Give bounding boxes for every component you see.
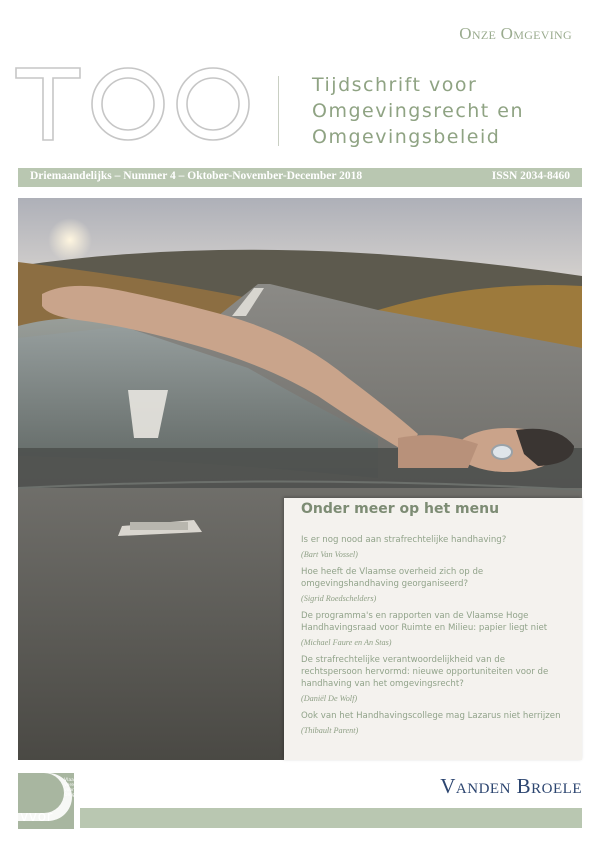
article-title: Hoe heeft de Vlaamse overheid zich op de omgevingshandhaving georganiseerd? (301, 567, 484, 589)
issue-info-bar (18, 168, 582, 187)
article-item (301, 610, 567, 647)
issn: ISSN 2034-8460 (491, 170, 570, 182)
publisher-name: Vanden Broele (440, 774, 582, 798)
vvor-name-line: Vereniging voor (64, 783, 88, 793)
series-title: Onze Omgeving (459, 24, 572, 43)
article-list (301, 534, 567, 742)
bottom-bar (80, 808, 582, 828)
article-title: De programma's en rapporten van de Vlaamse Hoge Handhavingsraad voor Ruimte en Milieu: papier liegt niet (301, 611, 548, 633)
article-author: (Bart Van Vossel) (301, 550, 358, 559)
article-author: (Daniël De Wolf) (301, 694, 358, 703)
logo-divider (278, 76, 279, 146)
article-item (301, 710, 567, 735)
article-item (301, 566, 567, 603)
article-title: Ook van het Handhavingscollege mag Lazarus niet herrijzen (301, 711, 561, 721)
menu-panel (284, 498, 582, 760)
journal-subtitle (312, 72, 524, 150)
vvor-name-line: Omgevingsrecht (64, 793, 102, 798)
article-item (301, 654, 567, 703)
article-author: (Sigrid Roedschelders) (301, 594, 377, 603)
vvor-logo (18, 773, 102, 829)
article-title: De strafrechtelijke verantwoordelijkheid van de rechtspersoon hervormd: nieuwe opportuniteiten voor de handhaving van het omgevingsrecht? (301, 655, 549, 689)
article-title: Is er nog nood aan strafrechtelijke handhaving? (301, 535, 507, 545)
article-item (301, 534, 567, 559)
subtitle-line: Omgevingsrecht en (312, 100, 525, 122)
vvor-abbr: vvor (20, 809, 53, 825)
issue-info: Driemaandelijks – Nummer 4 – Oktober-November-December 2018 (30, 170, 363, 182)
vvor-name-line: Vlaamse (64, 778, 84, 783)
too-logo (14, 66, 252, 142)
article-author: (Michael Faure en An Stas) (301, 638, 392, 647)
article-author: (Thibault Parent) (301, 726, 359, 735)
menu-heading: Onder meer op het menu (301, 501, 500, 517)
subtitle-line: Omgevingsbeleid (312, 126, 501, 148)
subtitle-line: Tijdschrift voor (312, 74, 478, 96)
logo-text: TOO (14, 66, 17, 67)
vvor-name (64, 778, 102, 798)
